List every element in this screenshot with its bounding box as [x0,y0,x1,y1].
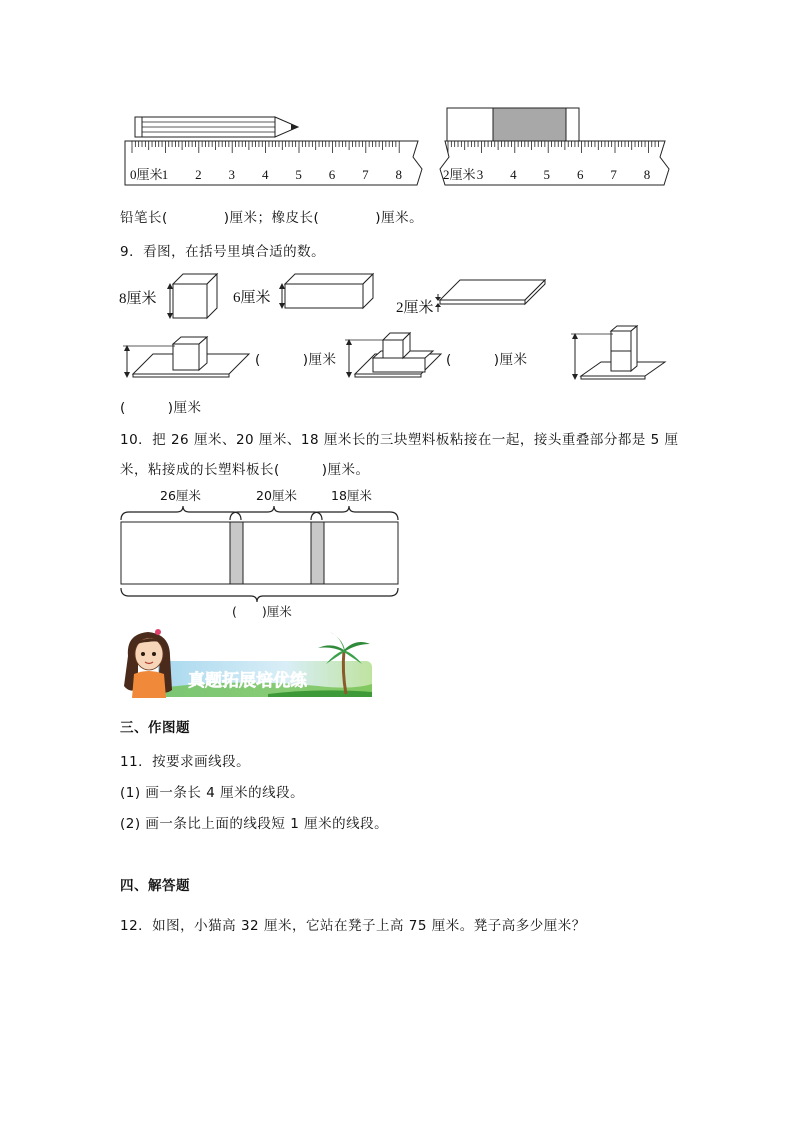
pencil-drawing [135,117,298,137]
ruler-number: 4 [510,167,517,182]
q10-line-1: 10．把 26 厘米、20 厘米、18 厘米长的三块塑料板粘接在一起，接头重叠部分都是 5 厘 [120,432,679,448]
plastic-board-diagram [115,484,415,624]
ruler-start-label: 0厘米 [130,167,163,182]
section-3-heading: 三、作图题 [120,720,190,736]
stack-2-drawing [345,333,441,378]
girl-illustration [124,629,172,698]
ruler-number: 8 [643,167,651,182]
q9-blank-1[interactable]: ( )厘米 [255,352,337,368]
q9-blank-2[interactable]: ( )厘米 [446,352,528,368]
q11-part-1: (1) 画一条长 4 厘米的线段。 [120,785,305,801]
brace-20 [230,506,322,520]
ruler-number: 5 [543,167,551,182]
ruler-number: 6 [576,167,584,182]
ruler-number: 3 [228,167,236,182]
ruler-number: 6 [328,167,336,182]
board-label-18: 18厘米 [331,488,372,503]
brace-18 [311,506,398,520]
total-length-label: ( )厘米 [232,604,292,619]
q9-blank-3[interactable]: ( )厘米 [120,400,202,416]
q9-figure [115,268,675,388]
q10-line-2: 米，粘接成的长塑料板长( )厘米。 [120,462,370,478]
ruler-number: 7 [362,167,369,182]
total-brace [121,588,398,602]
ruler-number: 7 [610,167,617,182]
section-4-heading: 四、解答题 [120,878,190,894]
ruler-number: 5 [295,167,302,182]
board-label-26: 26厘米 [160,488,201,503]
brace-26 [121,506,241,520]
stack-1-drawing [123,337,249,378]
box-drawing [233,274,373,309]
q9-prompt: 9．看图，在括号里填合适的数。 [120,244,326,260]
stack-3-drawing [571,326,665,380]
cube-drawing [119,274,217,319]
overlap-1 [230,522,243,584]
pencil-ruler [125,141,422,185]
eraser-ruler [440,141,669,185]
ruler-start-label-2: 2厘米 [443,167,476,182]
ruler-number: 2 [195,167,202,182]
q11-part-2: (2) 画一条比上面的线段短 1 厘米的线段。 [120,816,389,832]
eraser-drawing [447,108,579,141]
joined-board [121,522,398,584]
board-height-label: 2厘米 [396,300,434,316]
ruler-figure [120,105,680,195]
q11-prompt: 11．按要求画线段。 [120,754,251,770]
practice-banner [118,628,378,700]
ruler-number: 1 [161,167,169,182]
overlap-2 [311,522,324,584]
box-height-label: 6厘米 [233,290,271,306]
q8-answer-line: 铅笔长( )厘米；橡皮长( )厘米。 [120,210,424,226]
ruler-number: 4 [261,167,269,182]
banner-title: 真题拓展培优练 [188,671,307,691]
ruler-number: 3 [476,167,484,182]
q12-prompt: 12．如图，小猫高 32 厘米，它站在凳子上高 75 厘米。凳子高多少厘米？ [120,918,586,934]
board-label-20: 20厘米 [256,488,297,503]
board-drawing [396,280,545,316]
cube-height-label: 8厘米 [119,291,157,307]
ruler-number: 8 [395,167,403,182]
